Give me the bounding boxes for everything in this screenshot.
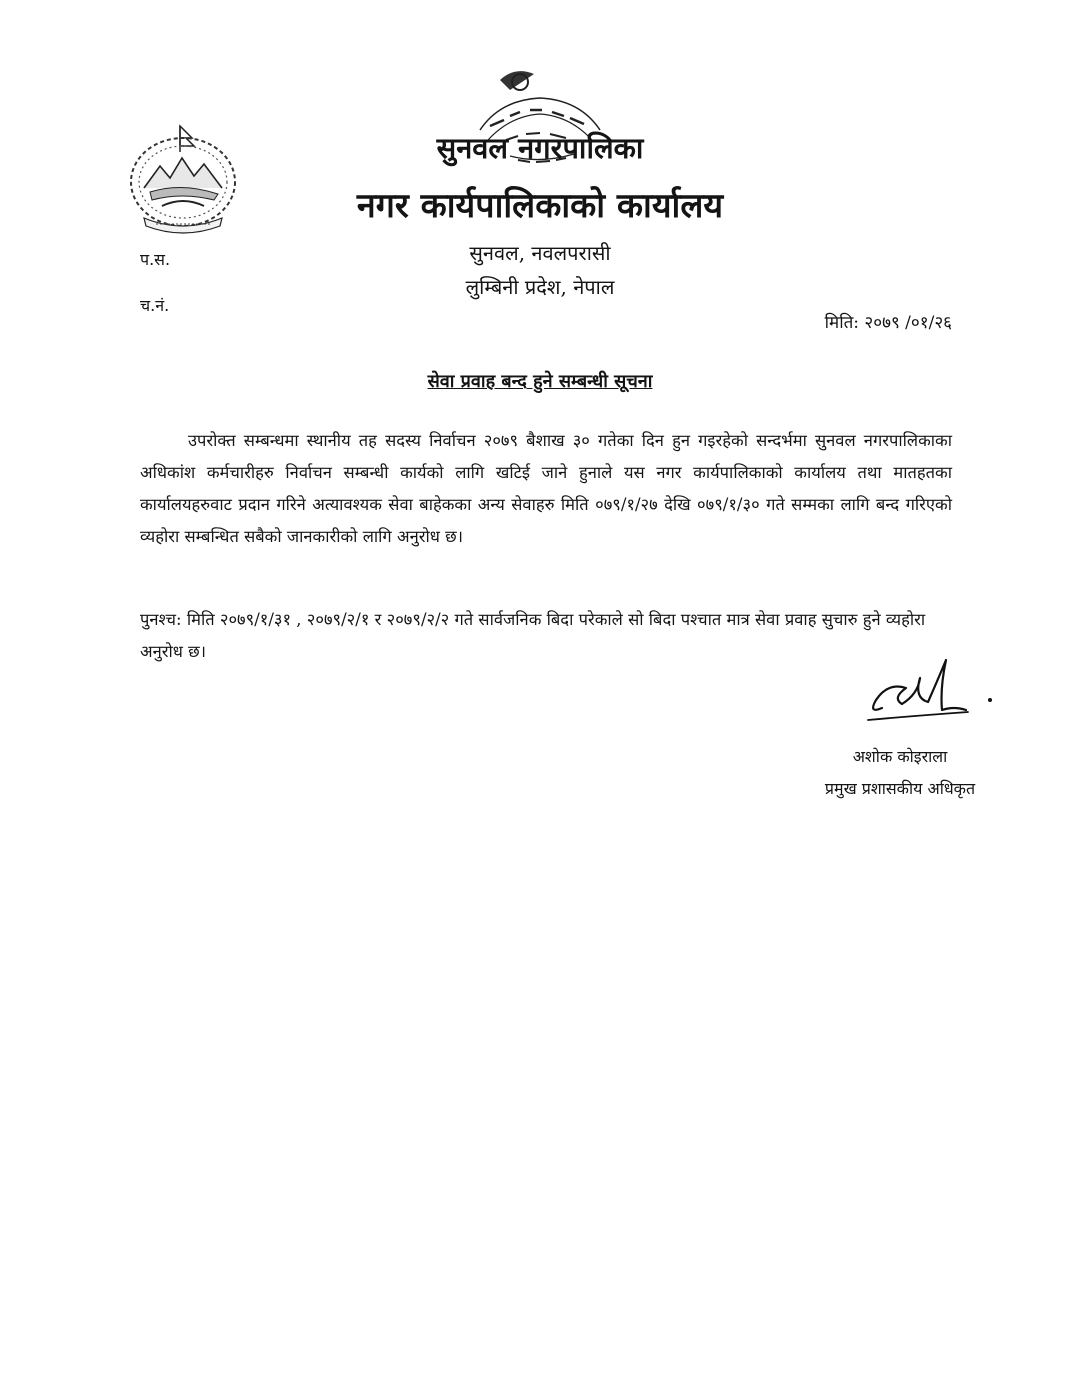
notice-body: उपरोक्त सम्बन्धमा स्थानीय तह सदस्य निर्वाचन २०७९ बैशाख ३० गतेका दिन हुन गइरहेको सन्दर्भमा सुनवल नगरपालिकाका अधिकांश कर्मचारीहरु निर्वाचन सम्बन्धी कार्यको लागि खटिई जाने हुनाले यस नगर कार्यपालिकाको कार्यालय तथा मातहतका कार्यालयहरुवाट प्रदान गरिने अत्यावश्यक सेवा बाहेकका अन्य सेवाहरु मिति ०७९/१/२७ देखि ०७९/१/३० गते सम्मका लागि बन्द गरिएको व्यहोरा सम्बन्धित सबैको जानकारीको लागि अनुरोध छ।: [140, 431, 952, 546]
office-name: नगर कार्यपालिकाको कार्यालय: [356, 186, 724, 226]
signatory-name: अशोक कोइराला: [852, 747, 948, 766]
address-line-1: सुनवल, नवलपरासी: [469, 241, 611, 265]
reference-ps-label: प.स.: [140, 250, 171, 269]
notice-postscript: पुनश्च: मिति २०७९/१/३१ , २०७९/२/१ र २०७९/२/२ गते सार्वजनिक बिदा परेकाले सो बिदा पश्चात मात्र सेवा प्रवाह सुचारु हुने व्यहोरा अनुरोध छ।: [140, 610, 926, 661]
nepal-government-emblem-icon: [122, 122, 244, 234]
letter-date: मिति: २०७९ /०१/२६: [824, 313, 952, 333]
notice-subject-text: सेवा प्रवाह बन्द हुने सम्बन्धी सूचना: [427, 371, 653, 392]
signatory-title: प्रमुख प्रशासकीय अधिकृत: [824, 779, 976, 798]
reference-chn-label: च.नं.: [140, 296, 170, 315]
municipality-name: सुनवल नगरपालिका: [436, 131, 644, 165]
address-line-2: लुम्बिनी प्रदेश, नेपाल: [465, 275, 615, 299]
handwritten-signature-icon: [862, 654, 997, 726]
notice-subject: [0, 368, 1080, 396]
